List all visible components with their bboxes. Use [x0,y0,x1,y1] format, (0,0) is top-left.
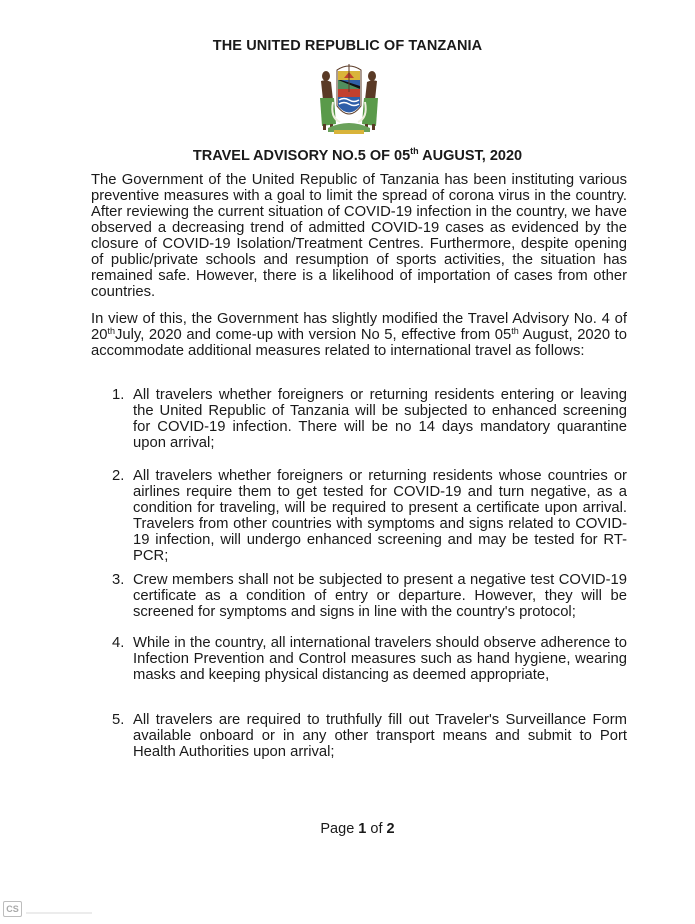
advisory-title [0,148,695,164]
measure-number: 2. [112,468,125,484]
measure-number: 4. [112,635,125,651]
measure-item [112,635,627,683]
of-label: of [366,821,387,837]
page-number [0,821,695,837]
measure-text: Crew members shall not be subjected to present a negative test COVID-19 certificate as a condition of entry or departure. However, they will be screened for symptoms and signs in line with the country's protocol; [133,572,627,620]
document-header: THE UNITED REPUBLIC OF TANZANIA [212,38,483,54]
measure-text: All travelers whether foreigners or returning residents whose countries or airlines require them to get tested for COVID-19 and turn negative, as a condition for traveling, will be required to present a certificate upon arrival. Travelers from other countries with symptoms and signs related to COVID-19 infection, will undergo enhanced screening and may be tested for RT-PCR; [133,468,627,564]
total-pages: 2 [386,821,395,837]
modification-paragraph [91,311,627,359]
modification-text-1: In view of this, the Government has slightly modified the Travel Advisory No. 4 of 20 [91,311,627,343]
advisory-title-suffix: AUGUST, 2020 [418,148,523,164]
measure-text: While in the country, all international travelers should observe adherence to Infection Prevention and Control measures such as hand hygiene, wearing masks and keeping physical distancing as deemed appropriate, [133,635,627,683]
modification-text-3: August, 2020 to accommodate additional measures related to international travel as follows: [91,327,628,359]
modification-sup-1: th [107,326,115,336]
measure-number: 5. [112,712,125,728]
modification-sup-2: th [511,326,519,336]
measure-item [112,572,627,620]
current-page: 1 [358,821,367,837]
watermark-text [26,912,92,914]
measure-number: 3. [112,572,125,588]
advisory-title-sup: th [410,146,419,156]
intro-paragraph: The Government of the United Republic of Tanzania has been instituting various preventive measures with a goal to limit the spread of corona virus in the country. After reviewing the current situation of COVID-19 infection in the country, we have observed a decreasing trend of admitted COVID-19 cases as evidenced by the closure of COVID-19 Isolation/Treatment Centres. Furthermore, despite opening of public/private schools and resumption of sports activities, the situation has remained safe. However, there is a likelihood of importation of cases from other countries. [91,172,627,300]
page-label: Page [320,821,359,837]
measure-item [112,387,627,451]
modification-text-2: July, 2020 and come-up with version No 5, effective from 05 [114,327,512,343]
measure-text: All travelers whether foreigners or returning residents entering or leaving the United Republic of Tanzania will be subjected to enhanced screening for COVID-19 infection. There will be no 14 days mandatory quarantine upon arrival; [133,387,627,451]
measure-item [112,712,627,760]
advisory-title-prefix: TRAVEL ADVISORY NO.5 OF 05 [192,148,411,164]
coat-of-arms-icon [318,62,380,136]
camscanner-logo-icon: CS [3,901,22,917]
measure-item [112,468,627,564]
measure-number: 1. [112,387,125,403]
measure-text: All travelers are required to truthfully fill out Traveler's Surveillance Form available onboard or in any other transport means and submit to Port Health Authorities upon arrival; [133,712,627,760]
